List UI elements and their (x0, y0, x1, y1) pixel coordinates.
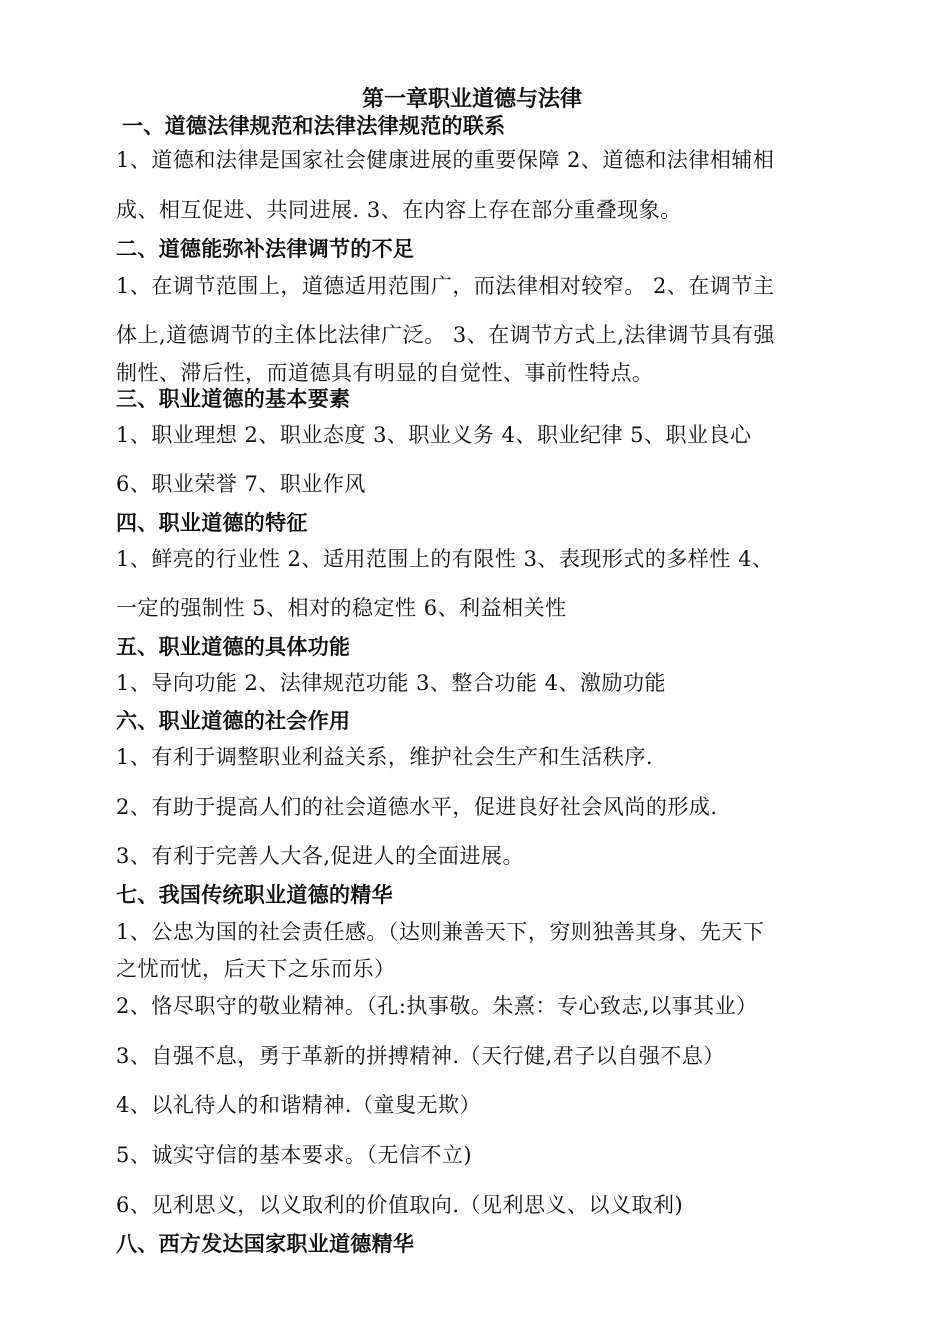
paragraph-line: 1、导向功能 2、法律规范功能 3、整合功能 4、激励功能 (116, 671, 666, 695)
paragraph-line: 3、自强不息，勇于革新的拼搏精神.（天行健,君子以自强不息） (116, 1044, 725, 1068)
paragraph-line: 2、恪尽职守的敬业精神。（孔:执事敬。朱熹：专心致志,以事其业） (116, 994, 758, 1018)
paragraph-line: 体上,道德调节的主体比法律广泛。 3、在调节方式上,法律调节具有强 (116, 323, 775, 347)
section-heading-5: 五、职业道德的具体功能 (116, 634, 351, 659)
paragraph-line: 制性、滞后性，而道德具有明显的自觉性、事前性特点。 (116, 361, 654, 385)
paragraph-line: 1、职业理想 2、职业态度 3、职业义务 4、职业纪律 5、职业良心 (116, 423, 752, 447)
paragraph-line: 1、有利于调整职业利益关系，维护社会生产和生活秩序. (116, 745, 654, 769)
paragraph-line: 4、以礼待人的和谐精神.（童叟无欺） (116, 1093, 482, 1117)
paragraph-line: 1、鲜亮的行业性 2、适用范围上的有限性 3、表现形式的多样性 4、 (116, 547, 774, 571)
section-heading-3: 三、职业道德的基本要素 (116, 386, 351, 411)
section-heading-8: 八、西方发达国家职业道德精华 (116, 1231, 415, 1256)
paragraph-line: 1、道德和法律是国家社会健康进展的重要保障 2、道德和法律相辅相 (116, 148, 775, 172)
paragraph-line: 6、见利思义，以义取利的价值取向.（见利思义、以义取利) (116, 1193, 684, 1217)
paragraph-line: 2、有助于提高人们的社会道德水平，促进良好社会风尚的形成. (116, 795, 718, 819)
chapter-title: 第一章职业道德与法律 (362, 86, 583, 112)
paragraph-line: 3、有利于完善人大各,促进人的全面进展。 (116, 844, 525, 868)
section-heading-4: 四、职业道德的特征 (116, 510, 308, 535)
paragraph-line: 之忧而忧，后天下之乐而乐） (116, 957, 396, 981)
paragraph-line: 成、相互促进、共同进展. 3、在内容上存在部分重叠现象。 (116, 198, 682, 222)
section-heading-1: 一、道德法律规范和法律法律规范的联系 (122, 113, 506, 138)
paragraph-line: 1、在调节范围上，道德适用范围广，而法律相对较窄。 2、在调节主 (116, 274, 775, 298)
paragraph-line: 5、诚实守信的基本要求。（无信不立) (116, 1143, 473, 1167)
paragraph-line: 6、职业荣誉 7、职业作风 (116, 472, 366, 496)
paragraph-line: 1、公忠为国的社会责任感。（达则兼善天下，穷则独善其身、先天下 (116, 920, 765, 944)
section-heading-6: 六、职业道德的社会作用 (116, 708, 351, 733)
paragraph-line: 一定的强制性 5、相对的稳定性 6、利益相关性 (116, 596, 567, 620)
section-heading-2: 二、道德能弥补法律调节的不足 (116, 236, 415, 261)
section-heading-7: 七、我国传统职业道德的精华 (116, 882, 393, 907)
